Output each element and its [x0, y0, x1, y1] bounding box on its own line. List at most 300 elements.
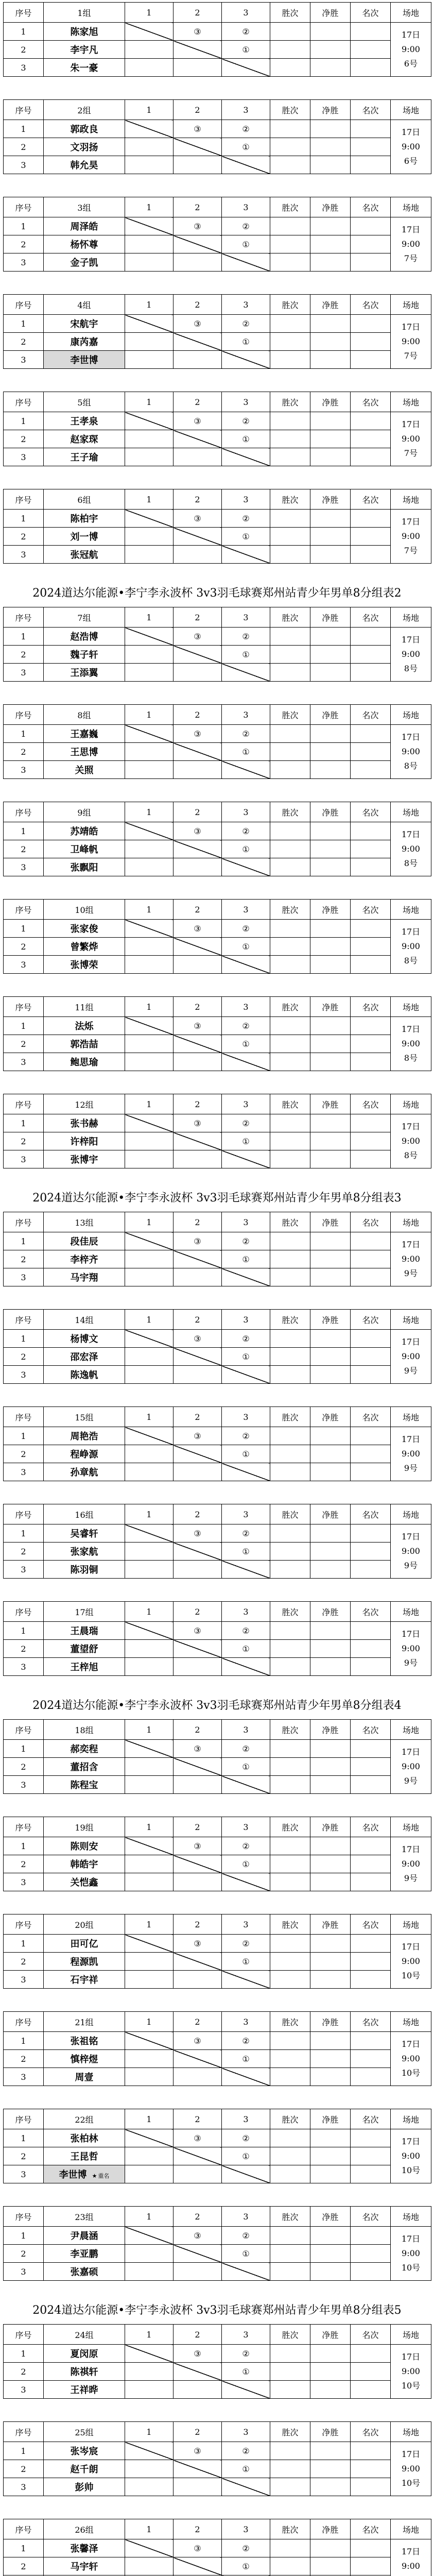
- header-cell: 胜次: [270, 197, 310, 217]
- net-cell: [310, 938, 351, 956]
- player-row: [4, 1348, 431, 1366]
- player-row: [4, 840, 431, 858]
- header-cell: 净胜: [310, 197, 351, 217]
- match-order-cell: ③: [173, 1232, 222, 1250]
- header-row: [4, 997, 431, 1017]
- match-order-cell: [125, 1658, 173, 1676]
- venue-line: 17日: [401, 2234, 421, 2244]
- rank-cell: [351, 761, 391, 779]
- net-cell: [310, 1427, 351, 1445]
- seed-number: 3: [4, 2478, 44, 2496]
- rank-cell: [351, 1366, 391, 1384]
- self-match-cell: [222, 664, 270, 682]
- wins-cell: [270, 743, 310, 761]
- player-row: [4, 1658, 431, 1676]
- player-name: [44, 743, 125, 761]
- seed-number: 1: [4, 628, 44, 646]
- player-row: [4, 1543, 431, 1561]
- header-cell: 净胜: [310, 489, 351, 510]
- player-name-text: 石宇祥: [70, 1975, 98, 1986]
- seed-number: 1: [4, 725, 44, 743]
- self-match-cell: [222, 2165, 270, 2183]
- self-match-cell: [173, 1035, 222, 1053]
- venue-cell: [391, 23, 431, 77]
- match-order-cell: [125, 2478, 173, 2496]
- header-cell: 名次: [351, 802, 391, 822]
- self-match-cell: [222, 546, 270, 564]
- rank-cell: [351, 1740, 391, 1758]
- venue-line: 10号: [401, 2381, 421, 2391]
- group-table: [3, 2011, 431, 2086]
- header-cell: 3: [222, 1310, 270, 1330]
- seed-number: 2: [4, 1758, 44, 1776]
- wins-cell: [270, 2050, 310, 2068]
- wins-cell: [270, 646, 310, 664]
- seed-number: 3: [4, 858, 44, 876]
- header-cell: 名次: [351, 1504, 391, 1524]
- venue-line: 9:00: [402, 2561, 420, 2571]
- self-match-cell: [125, 315, 173, 333]
- wins-cell: [270, 628, 310, 646]
- player-name-text: 韩允昊: [70, 160, 98, 171]
- rank-cell: [351, 2050, 391, 2068]
- player-name-text: 陈羽铜: [70, 1565, 98, 1575]
- header-cell: 场地: [391, 1817, 431, 1837]
- net-cell: [310, 1114, 351, 1132]
- player-row: [4, 743, 431, 761]
- wins-cell: [270, 333, 310, 351]
- seed-number: 1: [4, 1017, 44, 1035]
- net-cell: [310, 2557, 351, 2575]
- header-cell: 序号: [4, 705, 44, 725]
- rank-cell: [351, 430, 391, 448]
- self-match-cell: [125, 1017, 173, 1035]
- wins-cell: [270, 1427, 310, 1445]
- net-cell: [310, 448, 351, 466]
- player-name: [44, 41, 125, 59]
- net-cell: [310, 1250, 351, 1268]
- match-order-cell: ③: [173, 2227, 222, 2245]
- self-match-cell: [173, 2557, 222, 2575]
- player-name: [44, 1053, 125, 1071]
- header-cell: 净胜: [310, 2207, 351, 2227]
- player-name: [44, 840, 125, 858]
- player-name: [44, 1837, 125, 1855]
- net-cell: [310, 138, 351, 156]
- wins-cell: [270, 664, 310, 682]
- seed-number: 2: [4, 646, 44, 664]
- venue-line: 9:00: [402, 239, 420, 249]
- header-cell: 序号: [4, 2109, 44, 2129]
- header-cell: 场地: [391, 1720, 431, 1740]
- player-name-text: 张馨泽: [70, 2544, 98, 2554]
- player-row: [4, 510, 431, 528]
- player-name: [44, 1114, 125, 1132]
- net-cell: [310, 156, 351, 174]
- group-table: [3, 2206, 431, 2281]
- match-order-cell: [125, 2068, 173, 2086]
- venue-line: 7号: [404, 546, 418, 555]
- player-row: [4, 528, 431, 546]
- match-order-cell: ②: [222, 1017, 270, 1035]
- player-name: [44, 1427, 125, 1445]
- match-order-cell: ①: [222, 41, 270, 59]
- player-name-text: 李世博: [70, 355, 98, 366]
- match-order-cell: ③: [173, 23, 222, 41]
- venue-line: 9:00: [402, 649, 420, 659]
- header-cell: 净胜: [310, 1212, 351, 1232]
- seed-number: 1: [4, 2539, 44, 2557]
- header-cell: 胜次: [270, 802, 310, 822]
- net-cell: [310, 23, 351, 41]
- seed-number: 3: [4, 156, 44, 174]
- rank-cell: [351, 725, 391, 743]
- net-cell: [310, 2050, 351, 2068]
- header-row: [4, 2519, 431, 2539]
- venue-line: 9:00: [402, 2366, 420, 2376]
- net-cell: [310, 1035, 351, 1053]
- header-row: [4, 1914, 431, 1935]
- header-cell: 2: [173, 1602, 222, 1622]
- header-cell: 净胜: [310, 2519, 351, 2539]
- player-row: [4, 2227, 431, 2245]
- venue-line: 9:00: [402, 2248, 420, 2258]
- self-match-cell: [125, 2442, 173, 2460]
- match-order-cell: [125, 351, 173, 369]
- match-order-cell: [173, 156, 222, 174]
- rank-cell: [351, 2147, 391, 2165]
- header-cell: 2: [173, 392, 222, 412]
- venue-line: 17日: [401, 30, 421, 40]
- group-label: 21组: [44, 2012, 125, 2032]
- header-cell: 胜次: [270, 3, 310, 23]
- wins-cell: [270, 41, 310, 59]
- seed-number: 2: [4, 2050, 44, 2068]
- net-cell: [310, 1758, 351, 1776]
- header-cell: 3: [222, 607, 270, 628]
- seed-number: 2: [4, 2147, 44, 2165]
- header-cell: 序号: [4, 2012, 44, 2032]
- group-label: 25组: [44, 2422, 125, 2442]
- header-cell: 序号: [4, 100, 44, 120]
- header-cell: 2: [173, 295, 222, 315]
- net-cell: [310, 840, 351, 858]
- match-order-cell: ③: [173, 2442, 222, 2460]
- player-row: [4, 2165, 431, 2183]
- header-cell: 胜次: [270, 489, 310, 510]
- net-cell: [310, 546, 351, 564]
- player-row: [4, 351, 431, 369]
- player-row: [4, 2442, 431, 2460]
- match-order-cell: ③: [173, 1935, 222, 1953]
- header-cell: 1: [125, 2325, 173, 2345]
- player-name: [44, 1622, 125, 1640]
- player-name: [44, 1250, 125, 1268]
- match-order-cell: [173, 1776, 222, 1794]
- group-label: 24组: [44, 2325, 125, 2345]
- header-cell: 名次: [351, 1720, 391, 1740]
- header-cell: 1: [125, 489, 173, 510]
- net-cell: [310, 2129, 351, 2147]
- self-match-cell: [222, 1971, 270, 1989]
- venue-cell: [391, 1837, 431, 1891]
- header-cell: 序号: [4, 1212, 44, 1232]
- wins-cell: [270, 1776, 310, 1794]
- player-name-text: 王嘉巍: [70, 729, 98, 740]
- net-cell: [310, 2478, 351, 2496]
- player-name: [44, 528, 125, 546]
- venue-line: 6号: [404, 59, 418, 69]
- rank-cell: [351, 1776, 391, 1794]
- player-name-text: 尹晨涵: [70, 2231, 98, 2242]
- match-order-cell: [125, 646, 173, 664]
- venue-cell: [391, 217, 431, 272]
- venue-line: 17日: [401, 2449, 421, 2459]
- match-order-cell: ②: [222, 920, 270, 938]
- rank-cell: [351, 59, 391, 77]
- seed-number: 2: [4, 743, 44, 761]
- header-cell: 净胜: [310, 392, 351, 412]
- player-name-text: 王孝泉: [70, 416, 98, 427]
- self-match-cell: [222, 1561, 270, 1579]
- match-order-cell: [125, 840, 173, 858]
- wins-cell: [270, 1463, 310, 1481]
- header-cell: 场地: [391, 1602, 431, 1622]
- player-name: [44, 1776, 125, 1794]
- venue-line: 7号: [404, 253, 418, 263]
- seed-number: 2: [4, 2245, 44, 2263]
- seed-number: 3: [4, 1150, 44, 1168]
- self-match-cell: [222, 2478, 270, 2496]
- player-row: [4, 235, 431, 253]
- net-cell: [310, 120, 351, 138]
- header-cell: 序号: [4, 1407, 44, 1427]
- player-name: [44, 510, 125, 528]
- wins-cell: [270, 2442, 310, 2460]
- section-title: 2024道达尔能源•李宁李永波杯 3v3羽毛球赛郑州站青少年男单8分组表2: [32, 587, 402, 600]
- player-name: [44, 2381, 125, 2399]
- net-cell: [310, 315, 351, 333]
- header-row: [4, 705, 431, 725]
- rank-cell: [351, 1463, 391, 1481]
- header-row: [4, 2325, 431, 2345]
- net-cell: [310, 1366, 351, 1384]
- player-name-text: 文羽扬: [70, 142, 98, 153]
- player-name: [44, 2363, 125, 2381]
- seed-number: 1: [4, 2345, 44, 2363]
- header-cell: 序号: [4, 607, 44, 628]
- header-cell: 净胜: [310, 2325, 351, 2345]
- player-row: [4, 1330, 431, 1348]
- header-cell: 名次: [351, 1817, 391, 1837]
- venue-line: 9:00: [402, 941, 420, 951]
- net-cell: [310, 1622, 351, 1640]
- wins-cell: [270, 2227, 310, 2245]
- match-order-cell: [125, 2381, 173, 2399]
- header-cell: 1: [125, 1212, 173, 1232]
- rank-cell: [351, 235, 391, 253]
- venue-line: 9号: [404, 1873, 418, 1883]
- header-cell: 胜次: [270, 392, 310, 412]
- player-row: [4, 253, 431, 272]
- venue-line: 7号: [404, 448, 418, 458]
- header-cell: 1: [125, 2519, 173, 2539]
- group-table: [3, 1817, 431, 1891]
- match-order-cell: [125, 59, 173, 77]
- header-row: [4, 197, 431, 217]
- header-cell: 序号: [4, 2207, 44, 2227]
- player-name-text: 张博荣: [70, 960, 98, 971]
- player-row: [4, 1445, 431, 1463]
- rank-cell: [351, 858, 391, 876]
- rank-cell: [351, 743, 391, 761]
- player-name: [44, 1150, 125, 1168]
- net-cell: [310, 1463, 351, 1481]
- header-cell: 1: [125, 3, 173, 23]
- self-match-cell: [222, 1776, 270, 1794]
- header-cell: 3: [222, 295, 270, 315]
- player-name-text: 鲍思瑜: [70, 1057, 98, 1068]
- player-row: [4, 2363, 431, 2381]
- player-row: [4, 1640, 431, 1658]
- net-cell: [310, 430, 351, 448]
- self-match-cell: [222, 761, 270, 779]
- player-row: [4, 1463, 431, 1481]
- group-table: [3, 294, 431, 369]
- self-match-cell: [222, 2381, 270, 2399]
- venue-cell: [391, 1524, 431, 1579]
- venue-line: 17日: [401, 829, 421, 839]
- header-cell: 1: [125, 900, 173, 920]
- venue-line: 10号: [401, 2165, 421, 2175]
- wins-cell: [270, 2129, 310, 2147]
- wins-cell: [270, 528, 310, 546]
- rank-cell: [351, 2227, 391, 2245]
- rank-cell: [351, 938, 391, 956]
- match-order-cell: ③: [173, 1017, 222, 1035]
- player-row: [4, 430, 431, 448]
- header-cell: 2: [173, 1504, 222, 1524]
- player-name-text: 周泽皓: [70, 222, 98, 232]
- player-name: [44, 2050, 125, 2068]
- match-order-cell: [173, 761, 222, 779]
- venue-line: 17日: [401, 419, 421, 429]
- self-match-cell: [222, 1873, 270, 1891]
- venue-line: 17日: [401, 2352, 421, 2362]
- match-order-cell: ①: [222, 743, 270, 761]
- net-cell: [310, 2032, 351, 2050]
- player-name-text: 赵家琛: [70, 434, 98, 445]
- net-cell: [310, 1776, 351, 1794]
- header-cell: 序号: [4, 1504, 44, 1524]
- player-row: [4, 1776, 431, 1794]
- player-name: [44, 1017, 125, 1035]
- self-match-cell: [173, 528, 222, 546]
- player-name-text: 孙章航: [70, 1467, 98, 1478]
- wins-cell: [270, 2539, 310, 2557]
- venue-line: 8号: [404, 664, 418, 673]
- wins-cell: [270, 430, 310, 448]
- seed-number: 3: [4, 2263, 44, 2281]
- net-cell: [310, 761, 351, 779]
- player-name: [44, 412, 125, 430]
- net-cell: [310, 2460, 351, 2478]
- match-order-cell: ①: [222, 1250, 270, 1268]
- self-match-cell: [125, 1740, 173, 1758]
- match-order-cell: [173, 1971, 222, 1989]
- player-name-text: 陈祺轩: [70, 2367, 98, 2378]
- wins-cell: [270, 448, 310, 466]
- wins-cell: [270, 822, 310, 840]
- header-cell: 序号: [4, 1310, 44, 1330]
- match-order-cell: ②: [222, 1622, 270, 1640]
- player-name: [44, 1524, 125, 1543]
- player-row: [4, 2147, 431, 2165]
- wins-cell: [270, 2478, 310, 2496]
- header-cell: 胜次: [270, 1817, 310, 1837]
- venue-line: [391, 2573, 431, 2576]
- header-cell: 3: [222, 802, 270, 822]
- match-order-cell: ③: [173, 1837, 222, 1855]
- player-row: [4, 938, 431, 956]
- venue-cell: [391, 1114, 431, 1168]
- match-order-cell: [125, 2557, 173, 2575]
- seed-number: 3: [4, 59, 44, 77]
- player-row: [4, 412, 431, 430]
- header-cell: 序号: [4, 197, 44, 217]
- venue-line: 10号: [401, 1971, 421, 1980]
- player-row: [4, 23, 431, 41]
- player-row: [4, 315, 431, 333]
- section-title: 2024道达尔能源•李宁李永波杯 3v3羽毛球赛郑州站青少年男单8分组表5: [32, 2304, 402, 2317]
- match-order-cell: [173, 1873, 222, 1891]
- match-order-cell: [173, 858, 222, 876]
- player-name: [44, 1855, 125, 1873]
- seed-number: 2: [4, 2363, 44, 2381]
- header-cell: 场地: [391, 489, 431, 510]
- player-name: [44, 448, 125, 466]
- wins-cell: [270, 1348, 310, 1366]
- header-row: [4, 802, 431, 822]
- self-match-cell: [125, 1330, 173, 1348]
- seed-number: 3: [4, 1053, 44, 1071]
- player-name-text: 陈逸帆: [70, 1370, 98, 1381]
- venue-line: 9:00: [402, 2054, 420, 2063]
- header-cell: 场地: [391, 295, 431, 315]
- match-order-cell: ②: [222, 1740, 270, 1758]
- header-cell: 序号: [4, 900, 44, 920]
- player-name-text: 杨博文: [70, 1334, 98, 1345]
- player-name: [44, 2147, 125, 2165]
- wins-cell: [270, 1232, 310, 1250]
- player-name: [44, 1561, 125, 1579]
- self-match-cell: [222, 1658, 270, 1676]
- seed-number: 3: [4, 1268, 44, 1286]
- header-cell: 场地: [391, 900, 431, 920]
- header-cell: 胜次: [270, 295, 310, 315]
- match-order-cell: [125, 956, 173, 974]
- wins-cell: [270, 1017, 310, 1035]
- player-name: [44, 938, 125, 956]
- rank-cell: [351, 156, 391, 174]
- group-table: [3, 607, 431, 682]
- rank-cell: [351, 1232, 391, 1250]
- header-cell: 序号: [4, 1094, 44, 1114]
- header-cell: 净胜: [310, 802, 351, 822]
- wins-cell: [270, 1935, 310, 1953]
- header-cell: 2: [173, 100, 222, 120]
- player-name-text: 王昆哲: [70, 2151, 98, 2162]
